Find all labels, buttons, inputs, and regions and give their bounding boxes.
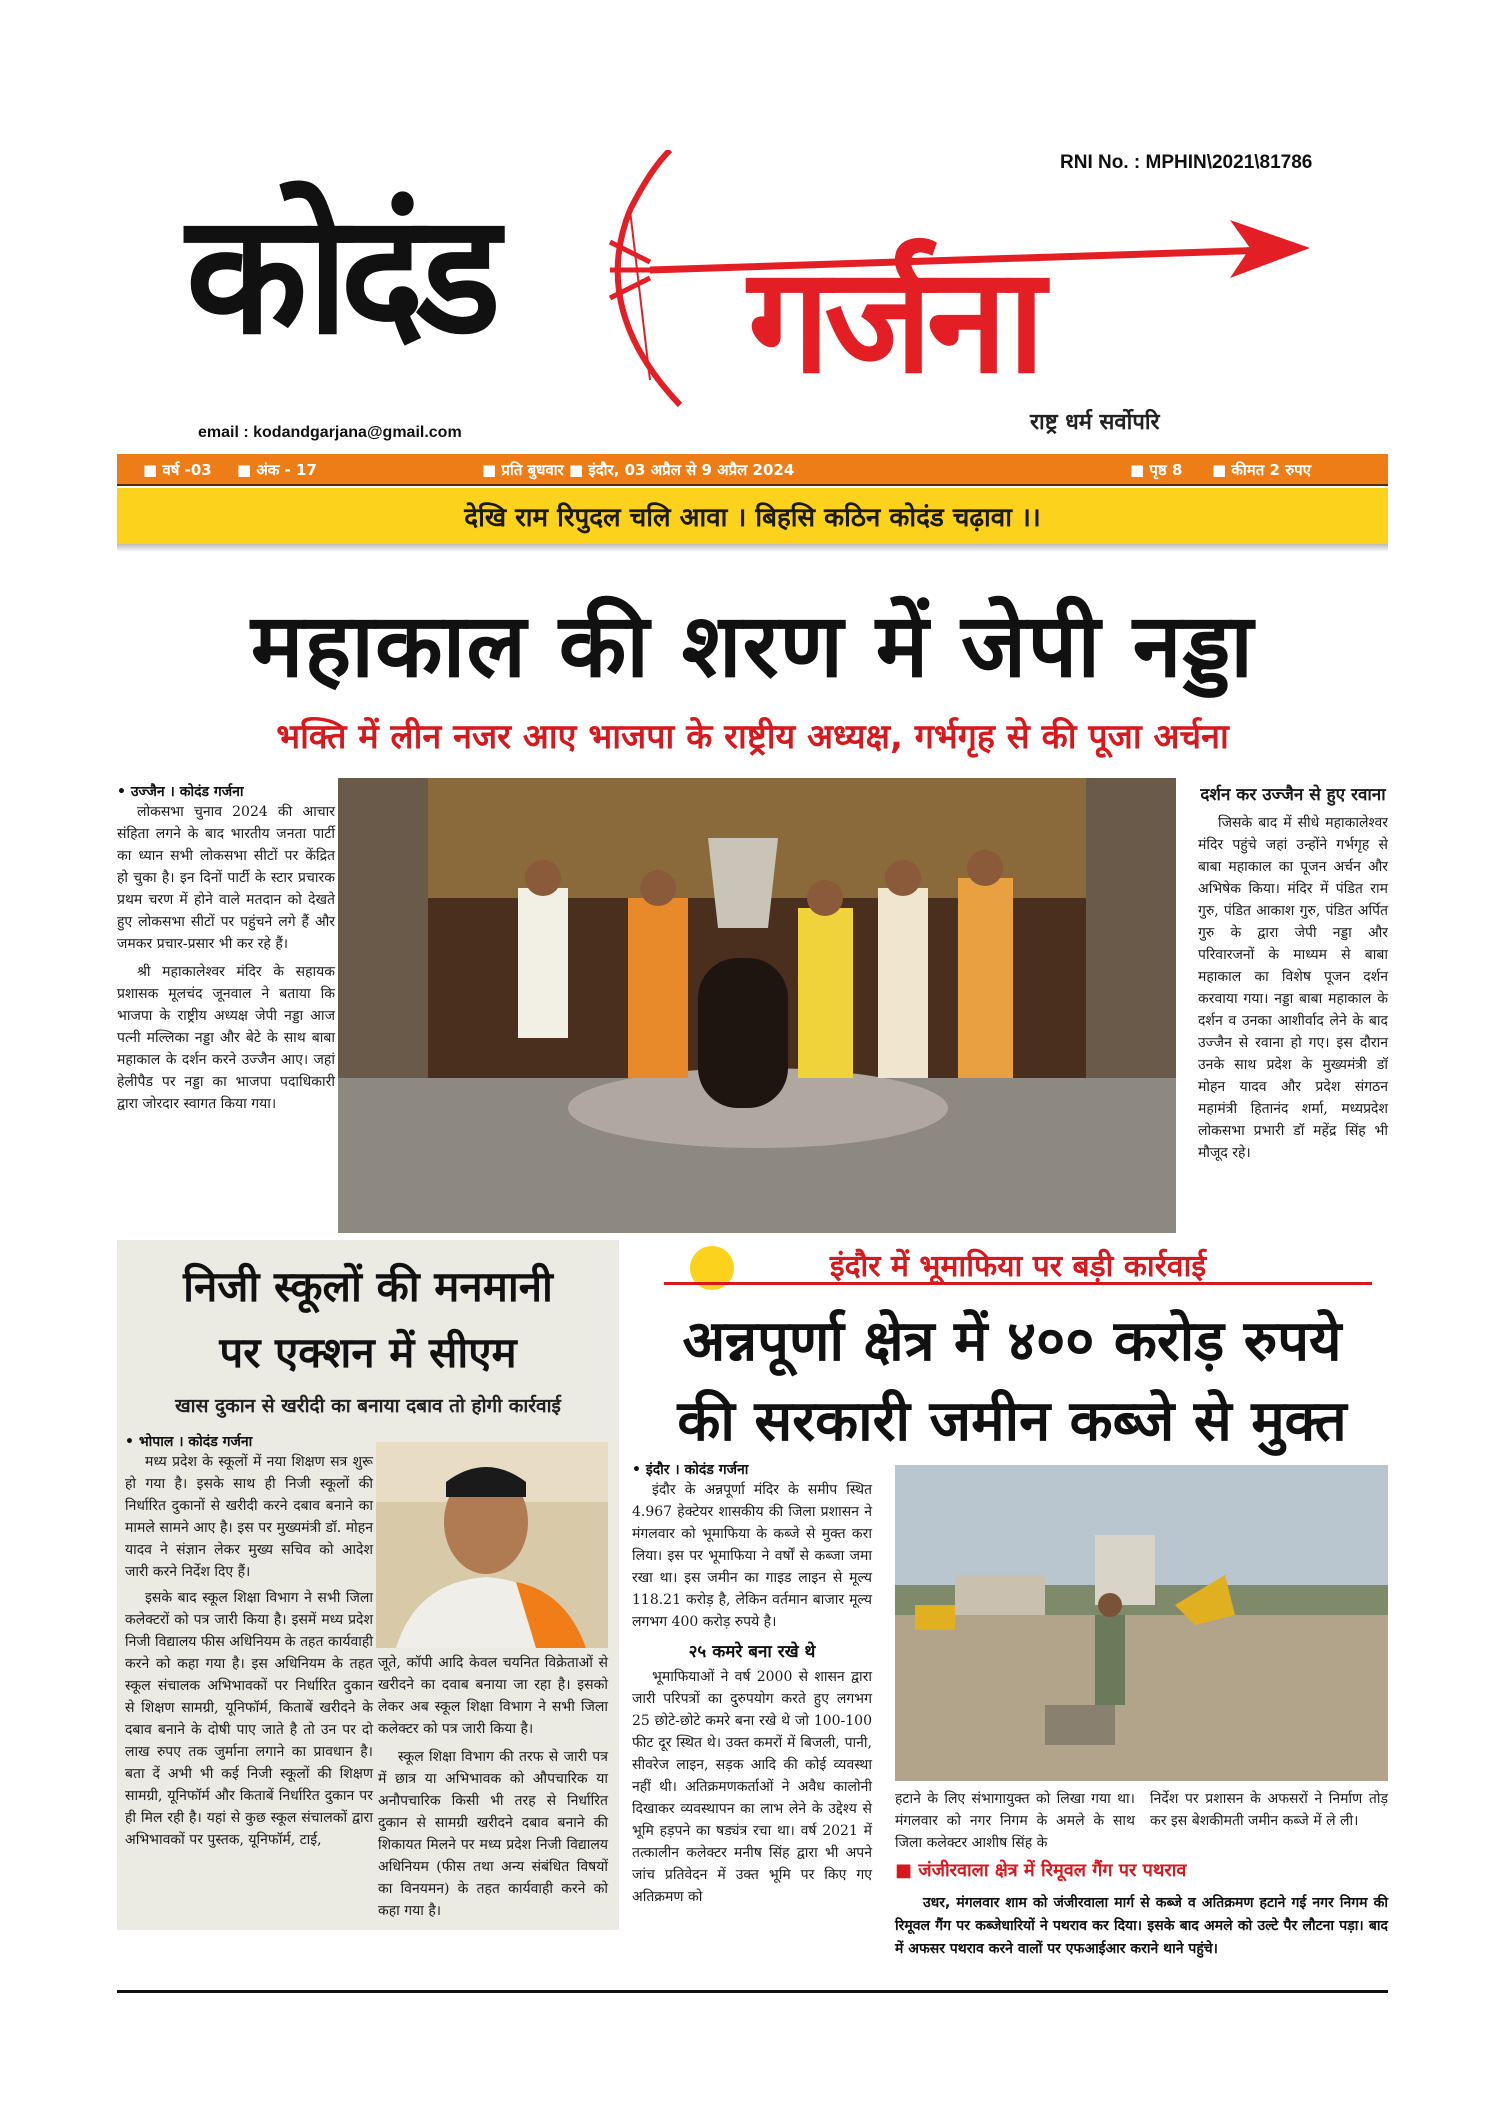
lead-paragraph-1: लोकसभा चुनाव 2024 की आचार संहिता लगने के बाद भारतीय जनता पार्टी का ध्यान सभी लोकसभा सीटों पर केंद्रित हो चुका है। इन दिनों पार्टी के स्टार प्रचारक प्रथम चरण में होने वाले मतदान को देखते हुए लोकसभा सीटों पर पहुंचने लगे हैं और जमकर प्रचार-प्रसार भी कर रहे हैं। xyxy=(117,804,335,952)
schools-subhead: खास दुकान से खरीदी का बनाया दबाव तो होगी कार्रवाई xyxy=(175,1395,561,1417)
land-subhead: २५ कमरे बना रखे थे xyxy=(688,1642,816,1662)
lead-left-column xyxy=(117,782,335,1121)
land-column-2: हटाने के लिए संभागायुक्त को लिखा गया था। मंगलवार को नगर निगम के अमले के साथ जिला कलेक्टर आशीष सिंह के xyxy=(895,1791,1135,1851)
chief-minister-photo xyxy=(376,1442,608,1648)
lead-right-paragraph: जिसके बाद में सीधे महाकालेश्वर मंदिर पहुंचे जहां उन्होंने गर्भगृह से बाबा महाकाल का पूजन अर्चन और अभिषेक किया। मंदिर में पंडित राम गुरु, पंडित आकाश गुरु, पंडित अर्पित गुरु के द्वारा जेपी नड्डा और परिवारजनों के माध्यम से बाबा महाकाल का विशेष पूजन दर्शन करवाया गया। नड्डा बाबा महाकाल के दर्शन व उनका आशीर्वाद लेने के बाद उज्जैन से रवाना हो गए। इस दौरान उनके साथ प्रदेश के मुख्यमंत्री डॉ मोहन यादव और प्रदेश संगठन महामंत्री हितानंद शर्मा, मध्यप्रदेश लोकसभा प्रभारी डॉ महेंद्र सिंह भी मौजूद रहे। xyxy=(1198,815,1388,1161)
demolition-photo xyxy=(895,1465,1388,1781)
info-bar xyxy=(117,454,1388,486)
stone-pelting-subhead: ■ जंजीरवाला क्षेत्र में रिमूवल गैंग पर पथराव xyxy=(895,1858,1388,1882)
land-column-3: निर्देश पर प्रशासन के अफसरों ने निर्माण तोड़ कर इस बेशकीमती जमीन कब्जे में ले ली। xyxy=(1150,1791,1388,1829)
schools-paragraph-2: इसके बाद स्कूल शिक्षा विभाग ने सभी जिला कलेक्टरों को पत्र जारी किया है। इसमें मध्य प्रदेश निजी विद्यालय फीस अधिनियम के तहत कार्यवाही करने को कहा गया है। इस अधिनियम के तहत स्कूल संचालक अभिभावकों पर निर्धारित दुकान से शिक्षण सामग्री, यूनिफॉर्म, किताबें खरीदने के दबाव बनाने के दोषी पाए जाते है तो उन पर दो लाख रुपए तक जुर्माना लगाने का प्रावधान है। बता दें अभी भी कई निजी स्कूलों की शिक्षण सामग्री, यूनिफॉर्म और किताबें निर्धारित दुकान पर ही मिल रही है। यहां से कुछ स्कूल संचालकों द्वारा अभिभावकों पर पुस्तक, यूनिफॉर्म, टाई, xyxy=(125,1590,373,1848)
masthead-title-black: कोदंड xyxy=(186,178,493,372)
land-column-1 xyxy=(632,1460,872,1912)
schools-column-2 xyxy=(378,1652,608,1928)
stone-pelting-paragraph: उधर, मंगलवार शाम को जंजीरवाला मार्ग से कब्जे व अतिक्रमण हटाने गई नगर निगम की रिमूवल गैंग पर कब्जेधारियों ने पथराव कर दिया। इसके बाद अमले को उल्टे पैर लौटना पड़ा। बाद में अफसर पथराव करने वालों पर एफआईआर कराने थाने पहुंचे। xyxy=(895,1895,1388,1957)
land-byline: • इंदौर । कोदंड गर्जना xyxy=(632,1460,872,1479)
lead-right-title: दर्शन कर उज्जैन से हुए रवाना xyxy=(1200,785,1386,805)
schools-column-1 xyxy=(125,1432,373,1855)
schools-byline: • भोपाल । कोदंड गर्जना xyxy=(125,1432,373,1451)
lead-byline: • उज्जैन । कोदंड गर्जना xyxy=(117,782,335,801)
schools-paragraph-3: जूते, कॉपी आदि केवल चयनित विक्रेताओं से खरीदने का दवाब बनाया जा रहा है। इसको लेकर अब स्कूल शिक्षा विभाग ने सभी जिला कलेक्टर को पत्र जारी किया है। xyxy=(378,1655,608,1737)
rni-number: RNI No. : MPHIN\2021\81786 xyxy=(1060,152,1313,173)
schools-paragraph-4: स्कूल शिक्षा विभाग की तरफ से जारी पत्र में छात्र या अभिभावक को औपचारिक या अनौपचारिक किसी भी तरह से निर्धारित दुकान से सामग्री खरीदने दबाव बनाने की शिकायत मिलने पर मध्य प्रदेश निजी विद्यालय अधिनियम (फीस तथा अन्य संबंधित विषयों का विनयमन) के तहत कार्यवाही करने को कहा गया है। xyxy=(378,1749,608,1919)
land-headline: अन्नपूर्णा क्षेत्र में ४०० करोड़ रुपये की सरकारी जमीन कब्जे से मुक्त xyxy=(677,1309,1347,1454)
land-paragraph-1: इंदौर के अन्नपूर्णा मंदिर के समीप स्थित 4.967 हेक्टेयर शासकीय की जिला प्रशासन ने मंगलवार को भूमाफिया के कब्जे से मुक्त करा लिया। इस पर भूमाफिया ने वर्षों से कब्जा जमा रखा था। इस जमीन का गाइड लाइन से मूल्य 118.21 करोड़ है, लेकिन वर्तमान बाजार मूल्य लगभग 400 करोड़ रुपये है। xyxy=(632,1482,872,1630)
lead-subhead: भक्ति में लीन नजर आए भाजपा के राष्ट्रीय अध्यक्ष, गर्भगृह से की पूजा अर्चना xyxy=(276,717,1229,757)
masthead-title-red: गर्जना xyxy=(748,236,1040,406)
email-address: email : kodandgarjana@gmail.com xyxy=(198,424,462,441)
temple-photo xyxy=(338,778,1176,1233)
dateline: ■ प्रति बुधवार ■ इंदौर, 03 अप्रैल से 9 अप्रैल 2024 xyxy=(482,461,795,479)
lead-paragraph-2: श्री महाकालेश्वर मंदिर के सहायक प्रशासक मूलचंद जूनवाल ने बताया कि भाजपा के राष्ट्रीय अध्यक्ष जेपी नड्डा आज पत्नी मल्लिका नड्डा और बेटे के साथ बाबा महाकाल के दर्शन करने उज्जैन आए। जहां हेलीपैड पर नड्डा का भाजपा पदाधिकारी द्वारा जोरदार स्वागत किया गया। xyxy=(117,964,335,1112)
land-kicker: इंदौर में भूमाफिया पर बड़ी कार्रवाई xyxy=(829,1249,1207,1284)
lead-headline: महाकाल की शरण में जेपी नड्डा xyxy=(250,594,1255,697)
motto-bar: देखि राम रिपुदल चलि आवा । बिहसि कठिन कोदंड चढ़ावा ।। xyxy=(117,488,1388,544)
schools-headline: निजी स्कूलों की मनमानी पर एक्शन में सीएम xyxy=(183,1262,553,1377)
year-label: ■ वर्ष -03 xyxy=(143,461,212,479)
price-label: ■ कीमत 2 रुपए xyxy=(1212,461,1311,479)
bottom-rule xyxy=(117,1990,1388,1993)
issue-label: ■ अंक - 17 xyxy=(237,461,317,479)
divider xyxy=(117,544,1388,552)
masthead-tagline: राष्ट्र धर्म सर्वोपरि xyxy=(1030,410,1160,435)
lead-right-column xyxy=(1198,782,1388,1164)
page-count: ■ पृष्ठ 8 xyxy=(1130,461,1183,479)
schools-paragraph-1: मध्य प्रदेश के स्कूलों में नया शिक्षण सत्र शुरू हो गया है। इसके साथ ही निजी स्कूलों की निर्धारित दुकानों से खरीदी करने दबाव बनाने का मामले सामने आए है। इस पर मुख्यमंत्री डॉ. मोहन यादव ने संज्ञान लेकर मुख्य सचिव को आदेश जारी करने निर्देश दिए हैं। xyxy=(125,1454,373,1580)
land-paragraph-2: भूमाफियाओं ने वर्ष 2000 से शासन द्वारा जारी परिपत्रों का दुरुपयोग करते हुए लगभग 25 छोटे-छोटे कमरे बना रखे थे जो 100-100 फीट दूर स्थित थे। उक्त कमरों में बिजली, पानी, सीवरेज लाइन, सड़क आदि की कोई व्यवस्था नहीं थी। अतिक्रमणकर्ताओं ने अवैध कालोनी दिखाकर व्यवस्थापन का लाभ लेने के उद्देश्य से भूमि हड़पने का षड्यंत्र रचा था। वर्ष 2021 में तत्कालीन कलेक्टर मनीष सिंह द्वारा भी अपने जांच प्रतिवेदन में उक्त भूमि पर किए गए अतिक्रमण को xyxy=(632,1669,872,1905)
